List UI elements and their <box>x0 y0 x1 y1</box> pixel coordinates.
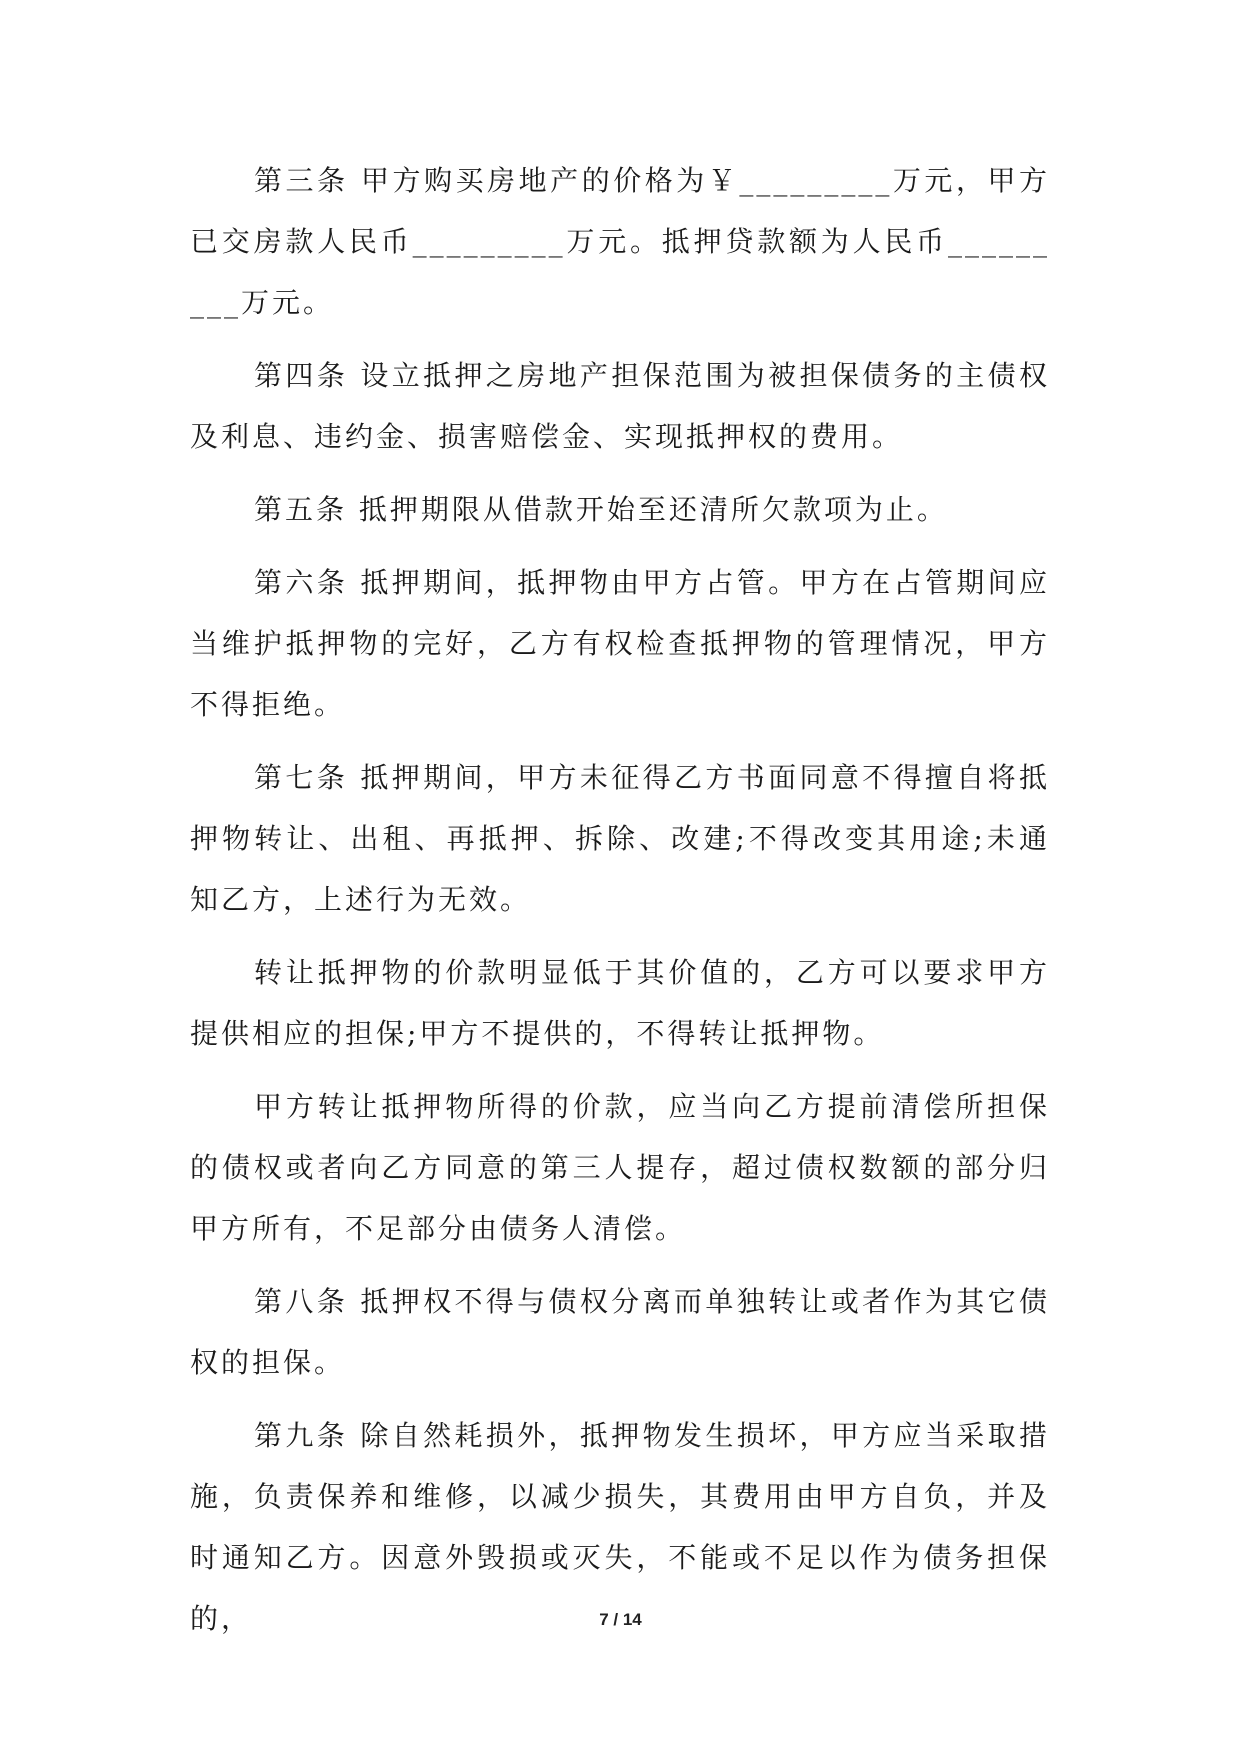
page-number: 7 / 14 <box>599 1610 642 1629</box>
paragraph-article-8: 第八条 抵押权不得与债权分离而单独转让或者作为其它债权的担保。 <box>190 1285 1050 1379</box>
paragraph-article-7-transfer-proceeds: 甲方转让抵押物所得的价款，应当向乙方提前清偿所担保的债权或者向乙方同意的第三人提存，超过债权数额的部分归甲方所有，不足部分由债务人清偿。 <box>190 1090 1050 1245</box>
paragraph-article-6: 第六条 抵押期间，抵押物由甲方占管。甲方在占管期间应当维护抵押物的完好，乙方有权检查抵押物的管理情况，甲方不得拒绝。 <box>190 566 1050 721</box>
document-body <box>190 150 1050 1661</box>
paragraph-article-7-transfer-price: 转让抵押物的价款明显低于其价值的，乙方可以要求甲方提供相应的担保;甲方不提供的，不得转让抵押物。 <box>190 956 1050 1050</box>
paragraph-article-7: 第七条 抵押期间，甲方未征得乙方书面同意不得擅自将抵押物转让、出租、再抵押、拆除、改建;不得改变其用途;未通知乙方，上述行为无效。 <box>190 761 1050 916</box>
paragraph-article-4: 第四条 设立抵押之房地产担保范围为被担保债务的主债权及利息、违约金、损害赔偿金、实现抵押权的费用。 <box>190 359 1050 453</box>
paragraph-article-5: 第五条 抵押期限从借款开始至还清所欠款项为止。 <box>254 493 948 526</box>
paragraph-article-3: 第三条 甲方购买房地产的价格为￥_________万元，甲方已交房款人民币_________万元。抵押贷款额为人民币_________万元。 <box>190 164 1050 319</box>
paragraph-article-9: 第九条 除自然耗损外，抵押物发生损坏，甲方应当采取措施，负责保养和维修，以减少损失，其费用由甲方自负，并及时通知乙方。因意外毁损或灭失，不能或不足以作为债务担保的， <box>190 1419 1050 1635</box>
